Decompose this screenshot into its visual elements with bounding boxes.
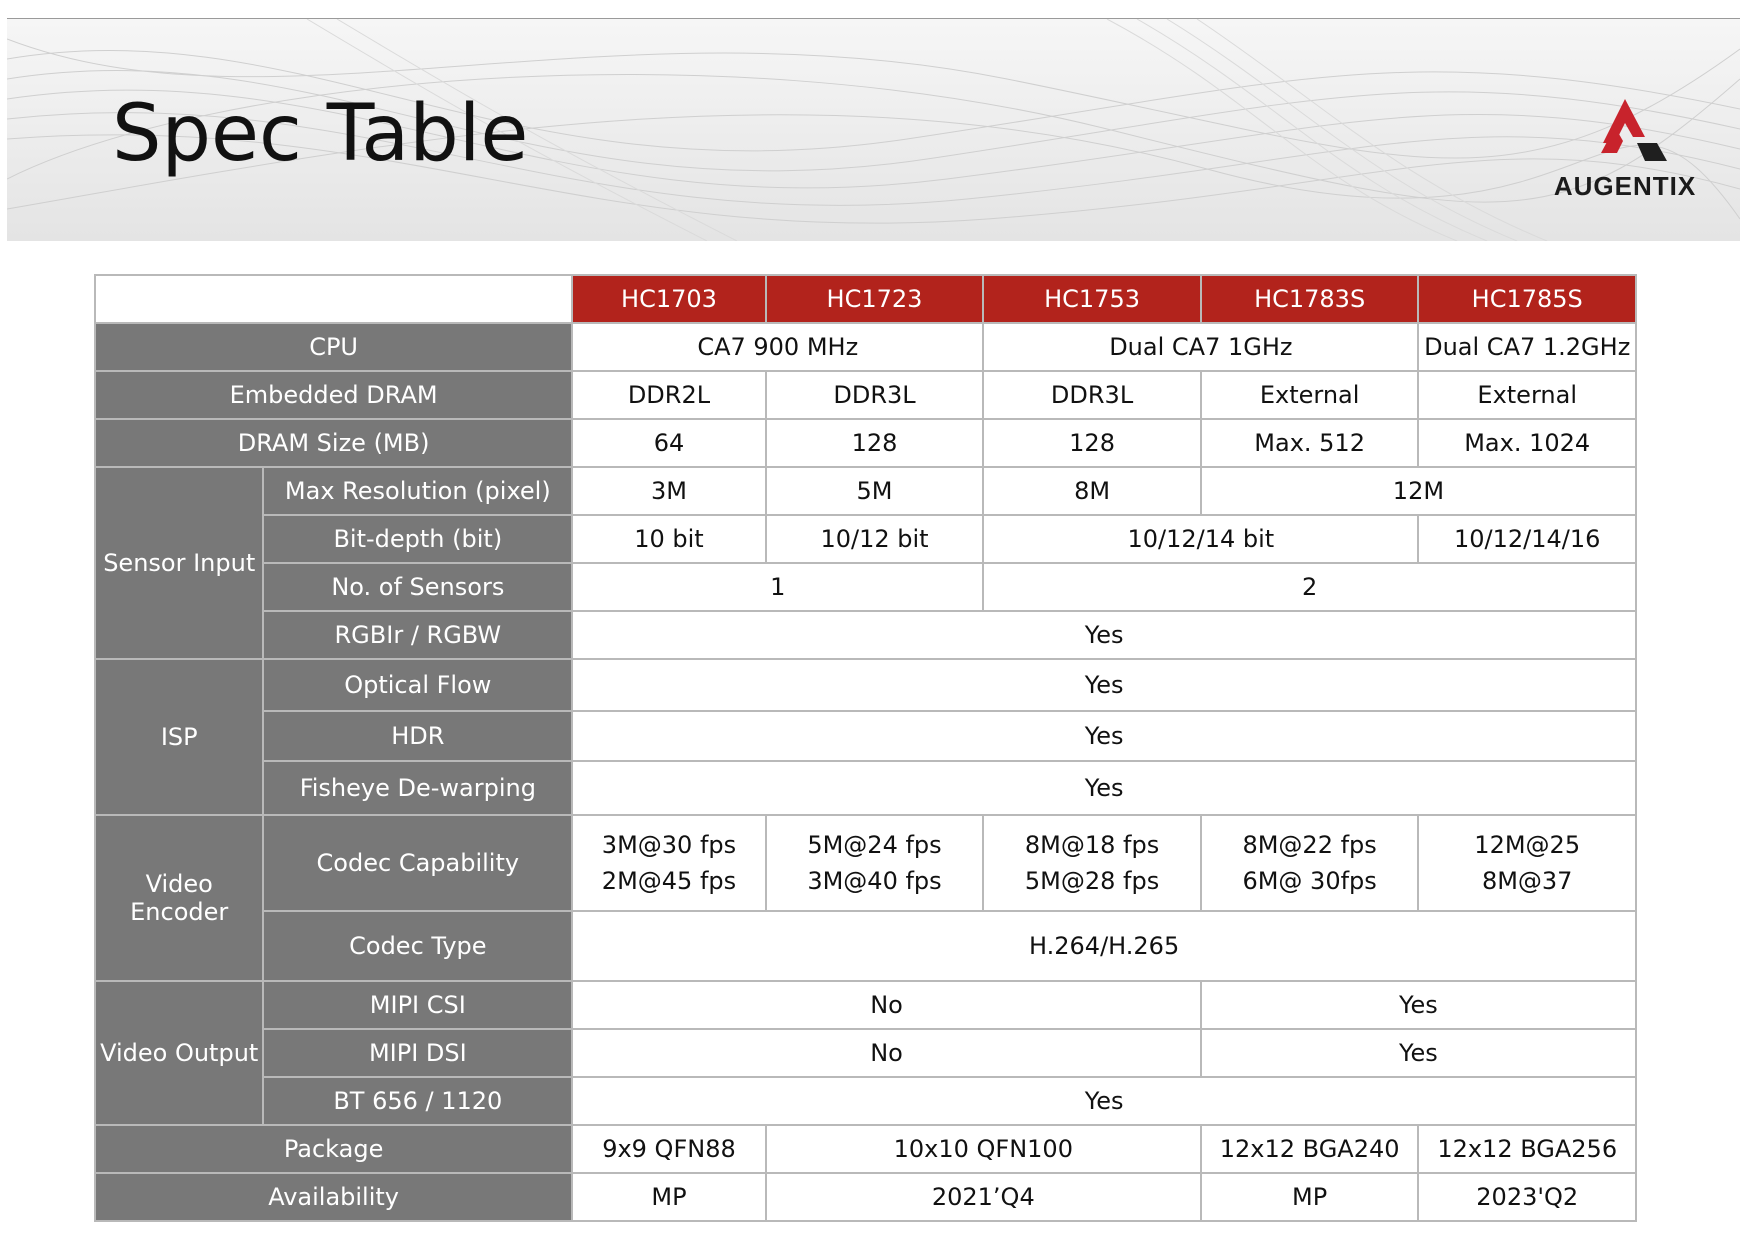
codec-line: 6M@ 30fps (1242, 867, 1377, 895)
mipi-csi-value: Yes (1201, 981, 1636, 1029)
table-row-embedded-dram (95, 371, 1636, 419)
row-label-dram-size: DRAM Size (MB) (95, 419, 572, 467)
codec-line: 8M@22 fps (1242, 831, 1377, 859)
model-header: HC1783S (1201, 275, 1419, 323)
dram-type-value: External (1201, 371, 1419, 419)
optical-flow-value: Yes (572, 659, 1636, 711)
spec-table (94, 274, 1637, 1222)
row-label-bit-depth: Bit-depth (bit) (263, 515, 572, 563)
rgbir-value: Yes (572, 611, 1636, 659)
bit-depth-value: 10 bit (572, 515, 766, 563)
row-label-package: Package (95, 1125, 572, 1173)
num-sensors-value: 1 (572, 563, 983, 611)
row-label-optical-flow: Optical Flow (263, 659, 572, 711)
row-label-num-sensors: No. of Sensors (263, 563, 572, 611)
max-resolution-value: 8M (983, 467, 1201, 515)
cpu-value: Dual CA7 1GHz (983, 323, 1418, 371)
package-value: 12x12 BGA256 (1418, 1125, 1636, 1173)
table-row-codec-capability (95, 815, 1636, 911)
table-row-codec-type (95, 911, 1636, 981)
table-row-hdr (95, 711, 1636, 761)
hdr-value: Yes (572, 711, 1636, 761)
table-row-bt656 (95, 1077, 1636, 1125)
codec-capability-value (983, 815, 1201, 911)
mipi-csi-value: No (572, 981, 1201, 1029)
table-row-availability (95, 1173, 1636, 1221)
dram-size-value: Max. 512 (1201, 419, 1419, 467)
availability-value: 2023'Q2 (1418, 1173, 1636, 1221)
row-label-cpu: CPU (95, 323, 572, 371)
package-value: 10x10 QFN100 (766, 1125, 1201, 1173)
dram-type-value: DDR2L (572, 371, 766, 419)
num-sensors-value: 2 (983, 563, 1636, 611)
fisheye-value: Yes (572, 761, 1636, 815)
row-label-rgbir: RGBIr / RGBW (263, 611, 572, 659)
page-title: Spec Table (112, 89, 529, 179)
table-row-bit-depth (95, 515, 1636, 563)
group-label-isp: ISP (95, 659, 263, 815)
dram-size-value: 128 (766, 419, 984, 467)
mipi-dsi-value: No (572, 1029, 1201, 1077)
table-row-optical-flow (95, 659, 1636, 711)
model-header: HC1723 (766, 275, 984, 323)
bit-depth-value: 10/12/14 bit (983, 515, 1418, 563)
row-label-fisheye: Fisheye De-warping (263, 761, 572, 815)
codec-capability-value (766, 815, 984, 911)
max-resolution-value: 5M (766, 467, 984, 515)
table-row-rgbir (95, 611, 1636, 659)
codec-type-value: H.264/H.265 (572, 911, 1636, 981)
cpu-value: Dual CA7 1.2GHz (1418, 323, 1636, 371)
table-row-max-resolution (95, 467, 1636, 515)
availability-value: 2021’Q4 (766, 1173, 1201, 1221)
bt656-value: Yes (572, 1077, 1636, 1125)
table-header-row (95, 275, 1636, 323)
dram-size-value: Max. 1024 (1418, 419, 1636, 467)
table-row-mipi-dsi (95, 1029, 1636, 1077)
codec-line: 5M@24 fps (807, 831, 942, 859)
row-label-mipi-csi: MIPI CSI (263, 981, 572, 1029)
row-label-codec-capability: Codec Capability (263, 815, 572, 911)
header-corner-cell (95, 275, 572, 323)
model-header: HC1703 (572, 275, 766, 323)
dram-type-value: DDR3L (766, 371, 984, 419)
row-label-hdr: HDR (263, 711, 572, 761)
row-label-bt656: BT 656 / 1120 (263, 1077, 572, 1125)
slide-header (7, 18, 1740, 241)
augentix-logo (1545, 97, 1705, 207)
codec-line: 8M@37 (1481, 867, 1573, 895)
row-label-availability: Availability (95, 1173, 572, 1221)
table-row-cpu (95, 323, 1636, 371)
package-value: 9x9 QFN88 (572, 1125, 766, 1173)
max-resolution-value: 12M (1201, 467, 1636, 515)
cpu-value: CA7 900 MHz (572, 323, 983, 371)
group-label-video-encoder: Video Encoder (95, 815, 263, 981)
dram-size-value: 128 (983, 419, 1201, 467)
max-resolution-value: 3M (572, 467, 766, 515)
table-row-package (95, 1125, 1636, 1173)
codec-line: 2M@45 fps (601, 867, 737, 895)
row-label-mipi-dsi: MIPI DSI (263, 1029, 572, 1077)
table-row-dram-size (95, 419, 1636, 467)
codec-line: 12M@25 (1474, 831, 1581, 859)
codec-capability-value (1418, 815, 1636, 911)
codec-line: 3M@30 fps (601, 831, 737, 859)
bit-depth-value: 10/12/14/16 (1418, 515, 1636, 563)
model-header: HC1785S (1418, 275, 1636, 323)
row-label-max-resolution: Max Resolution (pixel) (263, 467, 572, 515)
codec-capability-value (1201, 815, 1419, 911)
codec-line: 3M@40 fps (807, 867, 942, 895)
row-label-codec-type: Codec Type (263, 911, 572, 981)
dram-type-value: External (1418, 371, 1636, 419)
logo-mark-icon (1545, 97, 1705, 169)
dram-type-value: DDR3L (983, 371, 1201, 419)
codec-line: 8M@18 fps (1024, 831, 1160, 859)
group-label-video-output: Video Output (95, 981, 263, 1125)
table-row-num-sensors (95, 563, 1636, 611)
mipi-dsi-value: Yes (1201, 1029, 1636, 1077)
table-row-mipi-csi (95, 981, 1636, 1029)
logo-text: AUGENTIX (1553, 171, 1697, 201)
table-row-fisheye (95, 761, 1636, 815)
model-header: HC1753 (983, 275, 1201, 323)
codec-capability-value (572, 815, 766, 911)
group-label-sensor-input: Sensor Input (95, 467, 263, 659)
availability-value: MP (1201, 1173, 1419, 1221)
availability-value: MP (572, 1173, 766, 1221)
row-label-embedded-dram: Embedded DRAM (95, 371, 572, 419)
bit-depth-value: 10/12 bit (766, 515, 984, 563)
package-value: 12x12 BGA240 (1201, 1125, 1419, 1173)
codec-line: 5M@28 fps (1024, 867, 1160, 895)
dram-size-value: 64 (572, 419, 766, 467)
